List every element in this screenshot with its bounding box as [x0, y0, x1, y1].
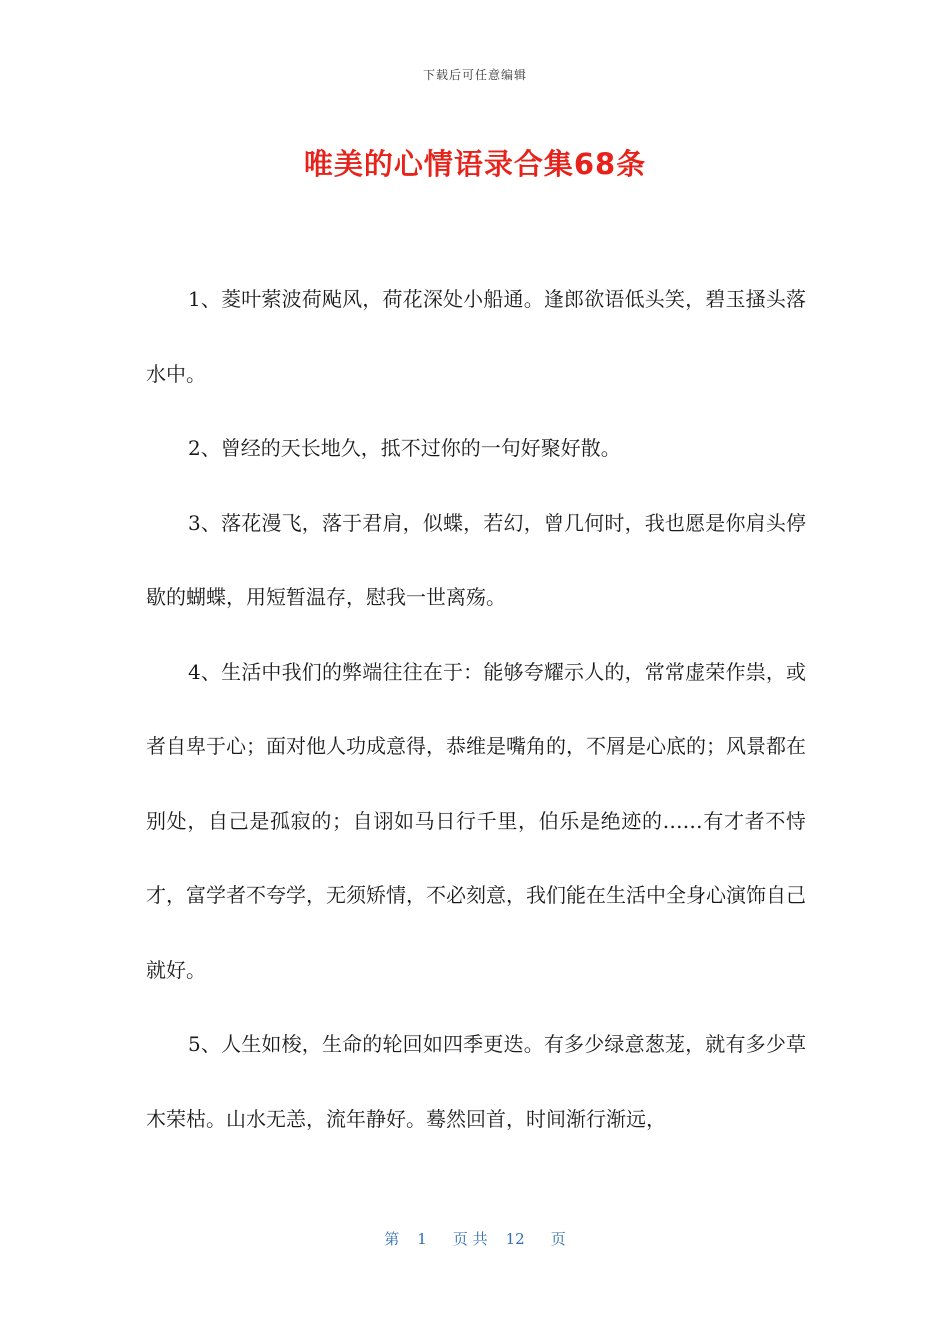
paragraph-1: 1、菱叶萦波荷飐风，荷花深处小船通。逢郎欲语低头笑，碧玉搔头落水中。 [146, 287, 806, 386]
page-suffix: 页 [550, 1230, 566, 1248]
paragraph-4: 4、生活中我们的弊端往往在于：能够夸耀示人的，常常虚荣作祟，或者自卑于心；面对他人功成意得，恭维是嘴角的，不屑是心底的；风景都在别处，自己是孤寂的；自诩如马日行千里，伯乐是绝迹的……有才者不恃才，富学者不夸学，无须矫情，不必刻意，我们能在生活中全身心演饰自己就好。 [146, 659, 806, 982]
document-title: 唯美的心情语录合集68条 [303, 147, 647, 181]
page-middle: 页 共 [452, 1230, 488, 1248]
page-prefix: 第 [384, 1230, 400, 1248]
document-body [146, 262, 806, 1156]
paragraph-2: 2、曾经的天长地久，抵不过你的一句好聚好散。 [188, 436, 621, 460]
paragraph-5: 5、人生如梭，生命的轮回如四季更迭。有多少绿意葱茏，就有多少草木荣枯。山水无恙，流年静好。蓦然回首，时间渐行渐远， [146, 1032, 806, 1131]
total-pages: 12 [505, 1230, 525, 1248]
page-footer [0, 1228, 950, 1249]
paragraph-3: 3、落花漫飞，落于君肩，似蝶，若幻，曾几何时，我也愿是你肩头停歇的蝴蝶，用短暂温存，慰我一世离殇。 [146, 510, 806, 609]
page-number: 1 [417, 1230, 427, 1248]
header-note: 下载后可任意编辑 [422, 68, 527, 82]
